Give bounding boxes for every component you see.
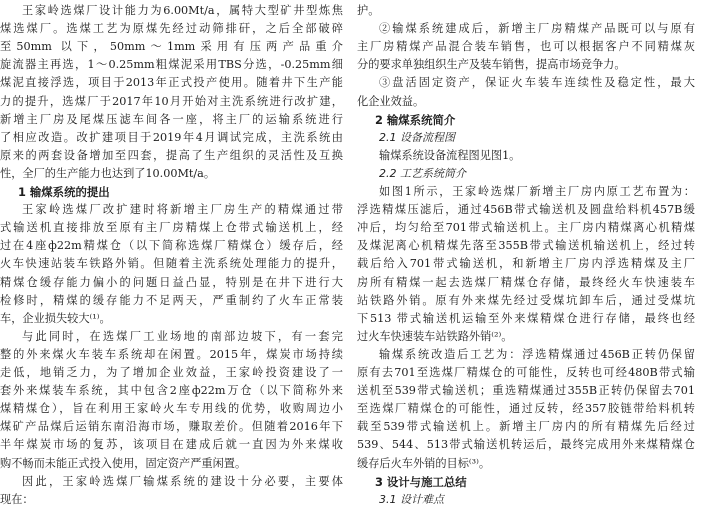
text-line-left: 新增主厂房及尾煤压滤车间各一座，将主厂的运输系统进行 [0,112,343,126]
text-line-left: 力的提升，选煤厂于2017年10月开始对主洗系统进行改扩建， [0,94,343,108]
text-line-left: 精煤仓缓存能力偏小的问题日益凸显，特别是在井下进行大 [0,275,343,289]
text-line-right: 原有去701至选煤厂精煤仓的可能性，反转也可经480B带式输 [357,366,695,379]
text-line-right: 载至539带式输送机上。新增主厂房内的所有精煤先后经过 [357,420,695,434]
text-line-left: 原来的两套设备增加至四套，提高了生产组织的灵活性及互换 [0,148,343,162]
text-line-left: 煤精煤仓），旨在利用王家岭火车专用线的优势，收购周边小 [0,402,343,416]
text-line-right: 缓存后火车外销的目标⁽³⁾。 [357,456,491,470]
text-line-right: 站铁路外销。原有外来煤先经过受煤坑卸车后，通过受煤坑 [357,293,695,307]
text-line-left: 煤矿产品煤后运销东南沿海市场，赚取差价。但随着2016年下 [0,420,343,434]
text-line-right: 539、544、513带式输送机转运后，最终完成用外来煤精煤仓 [357,438,695,452]
text-line-left: 因此，王家岭选煤厂输煤系统的建设十分必要，主要体 [22,474,343,488]
text-line-left: 了相应改造。改扩建项目于2019年4月调试完成，主洗系统由 [0,130,343,144]
text-line-right: 3.1 设计难点 [379,492,444,506]
text-line-right: 房所有精煤一起去选煤厂精煤仓存储，最终经火车快速装车 [357,275,695,289]
text-line-right: 载后给入701带式输送机，和新增主厂房内浮选精煤及主厂 [357,257,695,271]
text-line-left: 至50mm 以下，50mm～1mm采用有压两产品重介 [0,40,343,54]
text-line-right: 分的要求单独组织生产及装车销售，提高市场竞争力。 [357,58,626,72]
text-line-left: 半年煤炭市场的复苏，该项目在建成后就一直因为外来煤收 [0,438,343,452]
text-line-left: 套外来煤装车系统，其中包含2座ф22m万仓（以下简称外来 [0,384,343,398]
text-line-right: 输煤系统改造后工艺为：浮选精煤通过456B正转仍保留 [379,347,695,361]
text-line-left: 王家岭选煤厂改扩建时将新增主厂房生产的精煤通过带 [22,203,343,217]
text-line-right: 3 设计与施工总结 [375,474,467,489]
text-line-right: 过火车快速装车站铁路外销⁽²⁾。 [357,329,513,343]
text-line-left: 走低，地销乏力，为了增加企业效益，王家岭投资建设了一 [0,366,343,379]
text-line-right: 2.1 设备流程图 [379,130,455,144]
text-line-right: 化企业效益。 [357,94,425,108]
text-line-left: 式输送机直接排放至原有主厂房精煤上仓带式输送机上，经 [0,221,343,235]
text-line-right: 浮选精煤压滤后，通过456B带式输送机及圆盘给料机457B缓 [357,203,695,217]
text-line-right: 如图1所示，王家岭选煤厂新增主厂房内原工艺布置为： [379,185,695,198]
text-line-right: 2 输煤系统简介 [375,112,456,127]
text-line-left: 车，企业损失较大⁽¹⁾。 [0,311,111,325]
text-line-left: 旋流器主再选，1～0.25mm粗煤泥采用TBS分选，-0.25mm细 [0,58,343,72]
text-line-left: 煤泥直接浮选，项目于2013年正式投产使用。随着井下生产能 [0,76,343,90]
text-line-right: 至选煤厂精煤仓的可能性，通过反转，经357胶链带给料机转 [357,402,695,416]
text-line-right: 下513 带式输送机运输至外来煤精煤仓进行存储，最终也经 [357,311,695,325]
text-line-left: 检修时，精煤的缓存能力不足两天，严重制约了火车正常装 [0,293,343,307]
text-line-right: 主厂房精煤产品混合装车销售，也可以根据客户不同精煤灰 [357,40,695,54]
text-line-right: ②输煤系统建成后，新增主厂房精煤产品既可以与原有 [379,22,695,36]
text-line-right: 及煤泥离心机精煤先落至355B带式输送机输送机上，经过转 [357,239,695,253]
text-line-right: 送机至539带式输送机；重选精煤通过355B正转仍保留去701 [357,384,695,398]
text-line-right: ③盘活固定资产，保证火车装车连续性及稳定性，最大 [379,76,695,90]
text-line-right: 输煤系统设备流程图见图1。 [379,148,521,162]
text-line-left: 1 输煤系统的提出 [18,185,110,199]
text-line-right: 冲后，均匀给至701带式输送机上。主厂房内精煤离心机精煤 [357,221,695,235]
text-line-left: 火车快速站装车铁路外销。但随着主洗系统处理能力的提升， [0,257,343,271]
text-line-left: 过在4座ф22m精煤仓（以下简称选煤厂精煤仓）缓存后，经 [0,239,343,253]
text-line-left: 王家岭选煤厂设计能力为6.00Mt/a，属特大型矿井型炼焦 [22,4,343,17]
text-line-left: 现在： [0,492,34,506]
text-line-left: 购不畅而未能正式投入使用，固定资产严重闲置。 [0,456,247,470]
text-line-left: 与此同时，在选煤厂工业场地的南部边坡下，有一套完 [22,329,343,343]
text-line-left: 整的外来煤火车装车系统却在闲置。2015年，煤炭市场持续 [0,347,343,361]
text-line-right: 护。 [357,4,380,17]
text-line-right: 2.2 工艺系统简介 [379,166,466,180]
text-line-left: 煤选煤厂。选煤工艺为原煤先经过动筛排矸，之后全部破碎 [0,22,343,36]
text-line-left: 性，全厂的生产能力也达到了10.00Mt/a。 [0,166,216,180]
